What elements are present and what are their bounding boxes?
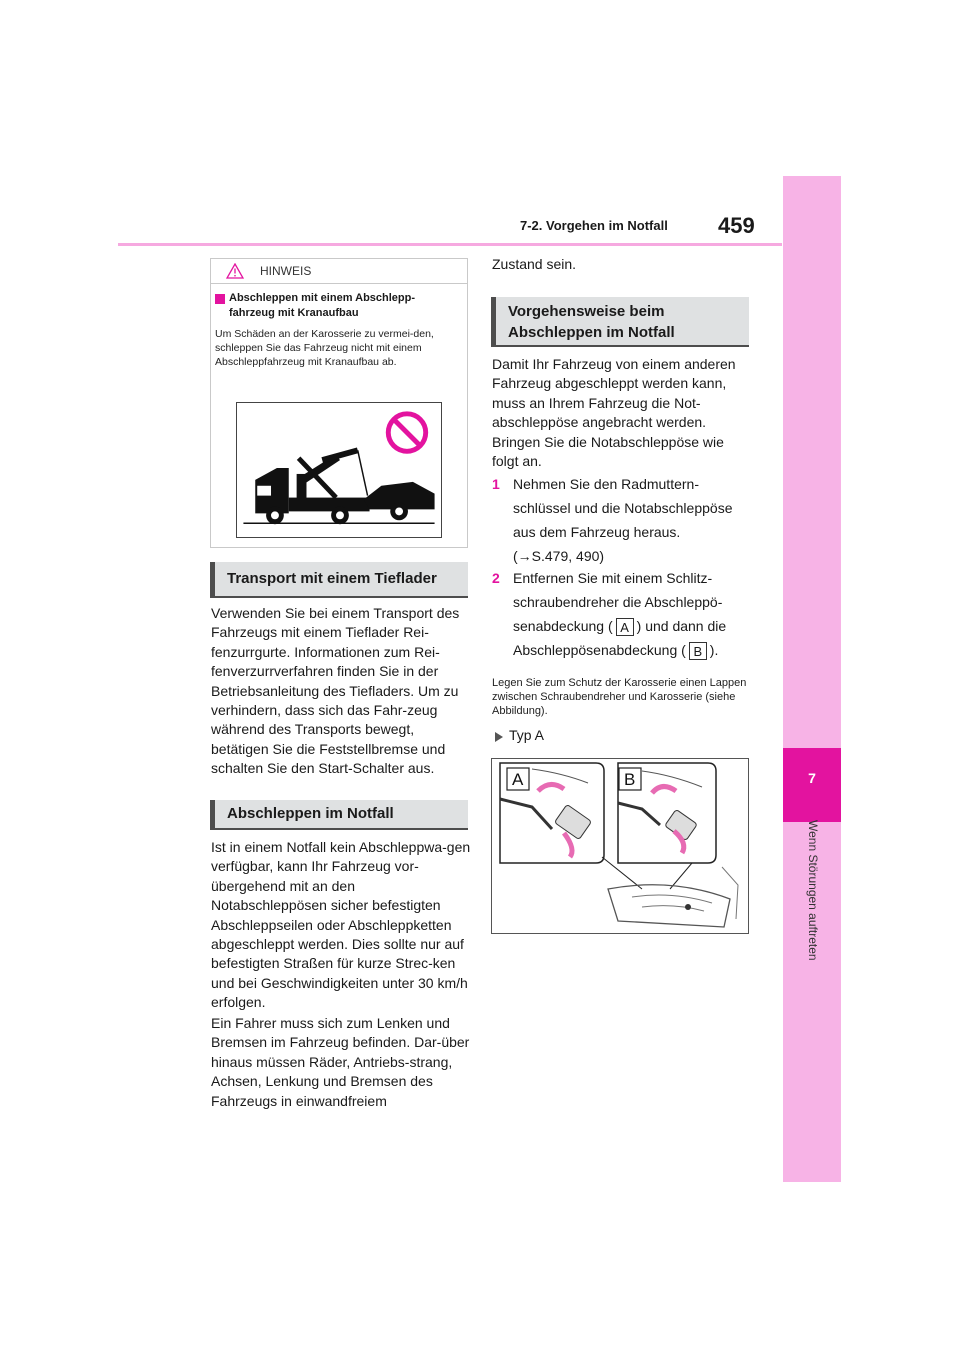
no-crane-towing-icon (236, 402, 442, 538)
step-1 (513, 472, 753, 568)
type-label: Typ A (509, 727, 545, 743)
figure-label-a: A (512, 770, 524, 789)
procedure-intro: Damit Ihr Fahrzeug von einem anderen Fahrzeug abgeschleppt werden kann, muss an Ihrem Fahrzeug die Not-abschleppöse angebracht werden. Bringen Sie die Notabschleppöse wie folgt an. (492, 356, 736, 470)
emergency-text-continued: Zustand sein. (492, 256, 577, 272)
tow-hook-cover-illustration (492, 759, 748, 933)
section-heading-emergency (210, 800, 468, 830)
label-b-box: B (689, 642, 707, 660)
step-1-number: 1 (492, 476, 500, 492)
section-heading-procedure-text: Vorgehensweise beim Abschleppen im Notfall (508, 303, 675, 341)
header-rule (118, 243, 782, 246)
note-title: Abschleppen mit einem Abschlepp-fahrzeug mit Kranaufbau (229, 292, 416, 319)
chapter-number: 7 (808, 770, 816, 786)
step-1-page-ref: (→S.479, 490) (513, 548, 605, 564)
step-2-text-b: ) und dann die Abschleppösenabdeckung ( (513, 618, 727, 658)
section-heading-procedure (491, 297, 749, 347)
step-1-text: Nehmen Sie den Radmuttern-schlüssel und die Notabschleppöse aus dem Fahrzeug heraus. (513, 476, 733, 540)
transport-text: Verwenden Sie bei einem Transport des Fahrzeugs mit einem Tieflader Rei-fenzurrgurte. Informationen zum Rei-fenverzurrverfahren finden Sie in der Betriebsanleitung des Tiefladers. Um zu verhindern, dass sich das Fahr-zeug während des Transports bewegt, betätigen Sie die Feststellbremse und schalten Sie den Start-Schalter aus. (211, 605, 460, 777)
emergency-text-1: Ist in einem Notfall kein Abschleppwa-gen verfügbar, kann Ihr Fahrzeug vor-übergehend mit an den Notabschleppösen sicher befestigten Abschleppseilen oder Abschleppketten abgeschleppt werden. Dies sollte nur auf befestigten Straßen für kurze Strec-ken und bei Geschwindigkeiten unter 30 km/h erfolgen. (211, 839, 471, 1011)
chapter-side-strip (783, 176, 841, 1182)
note-header (211, 259, 467, 284)
chapter-title: Wenn Störungen auftreten (806, 820, 820, 961)
section-heading-transport-text: Transport mit einem Tieflader (227, 570, 437, 587)
section-heading-transport (210, 562, 468, 598)
page-number: 459 (718, 213, 755, 238)
triangle-bullet-icon (494, 731, 504, 743)
tow-hook-cover-figure (491, 758, 749, 934)
note-label: HINWEIS (260, 264, 312, 278)
note-text: Um Schäden an der Karosserie zu vermei-den, schleppen Sie das Fahrzeug nicht mit einem Abschleppfahrzeug mit Kranaufbau ab. (215, 328, 434, 368)
procedure-note: Legen Sie zum Schutz der Karosserie einen Lappen zwischen Schraubendreher und Karosserie (siehe Abbildung). (492, 677, 747, 717)
label-a-box: A (616, 618, 634, 636)
figure-label-b: B (624, 770, 636, 789)
step-2-text-c: ). (709, 642, 719, 658)
note-bullet (215, 294, 225, 304)
step-2-text-a: Entfernen Sie mit einem Schlitz-schraubendreher die Abschleppö-senabdeckung ( (513, 570, 723, 634)
emergency-text-2: Ein Fahrer muss sich zum Lenken und Bremsen im Fahrzeug befinden. Dar-über hinaus müssen Räder, Antriebs-strang, Achsen, Lenkung und Bremsen des Fahrzeugs in einwandfreiem (211, 1015, 470, 1109)
section-label: 7-2. Vorgehen im Notfall (520, 218, 668, 233)
step-2 (513, 566, 753, 662)
step-2-number: 2 (492, 570, 500, 586)
section-heading-emergency-text: Abschleppen im Notfall (227, 805, 394, 822)
warning-triangle-icon (226, 263, 244, 279)
